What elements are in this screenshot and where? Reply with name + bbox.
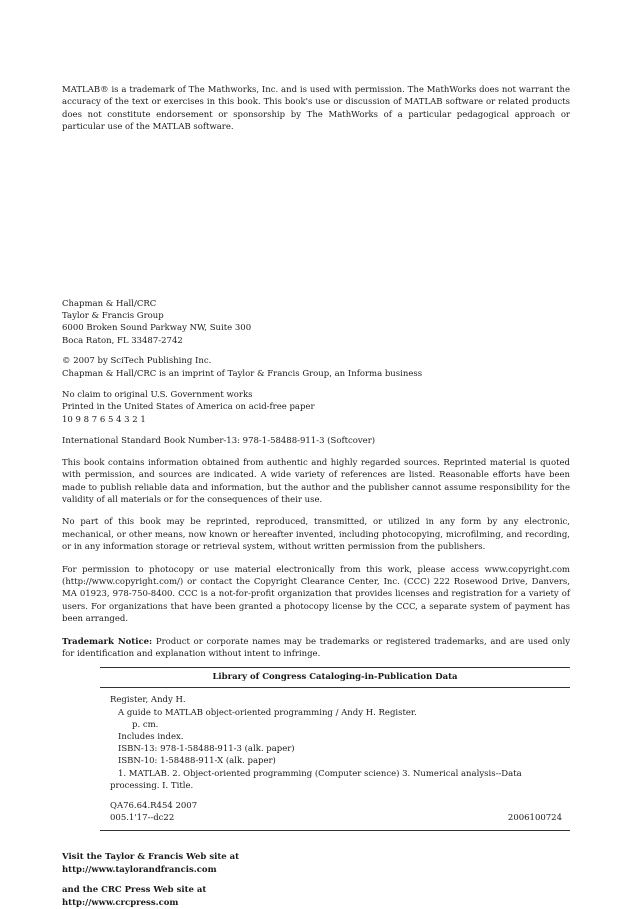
cip-data-block bbox=[100, 667, 570, 831]
cip-call-numbers bbox=[110, 800, 562, 824]
cip-lccn: 2006100724 bbox=[507, 813, 562, 824]
isbn-line: International Standard Book Number-13: 978-1-58488-911-3 (Softcover) bbox=[62, 436, 376, 447]
address-line: Boca Raton, FL 33487-2742 bbox=[62, 335, 183, 346]
rights-statement: This book contains information obtained from authentic and highly regarded sources. Reprinted material is quoted with permission, and sources are indicated. A wide variety of references are listed. Reasonable efforts have been made to publish reliable data and information, but the author and the publisher cannot assume responsibility for the validity of all materials or for the consequences of their use. bbox=[62, 457, 570, 505]
tf-web-label: Visit the Taylor & Francis Web site at bbox=[62, 852, 240, 863]
tf-web-url[interactable]: http://www.taylorandfrancis.com bbox=[62, 864, 217, 875]
cip-dewey: 005.1'17--dc22 bbox=[110, 813, 175, 824]
crc-web-label: and the CRC Press Web site at bbox=[62, 885, 207, 896]
cip-author: Register, Andy H. bbox=[110, 695, 186, 706]
address-line: 6000 Broken Sound Parkway NW, Suite 300 bbox=[62, 323, 252, 334]
trademark-statement: MATLAB® is a trademark of The Mathworks, Inc. and is used with permission. The MathWorks does not warrant the accuracy of the text or exercises in this book. This book's use or discussion of MATLAB software or related products does not constitute endorsement or sponsorship by The MathWorks of a particular pedagogical approach or particular use of the MATLAB software. bbox=[62, 85, 570, 133]
printing-info bbox=[62, 389, 570, 426]
copyright-line: © 2007 by SciTech Publishing Inc. bbox=[62, 356, 212, 367]
reproduction-statement: No part of this book may be reprinted, reproduced, transmitted, or utilized in any form by any electronic, mechanical, or other means, now known or hereafter invented, including photocopying, microfilming, and recording, or in any information storage or retrieval system, without written permission from the publishers. bbox=[62, 517, 570, 553]
cip-isbn10: ISBN-10: 1-58488-911-X (alk. paper) bbox=[118, 756, 276, 767]
print-number-line: 10 9 8 7 6 5 4 3 2 1 bbox=[62, 414, 146, 425]
cip-subjects: 1. MATLAB. 2. Object-oriented programming (Computer science) 3. Numerical analysis--Data bbox=[118, 768, 522, 779]
trademark-notice bbox=[62, 636, 570, 661]
cip-subjects-cont: processing. I. Title. bbox=[110, 780, 194, 791]
claim-line: No claim to original U.S. Government works bbox=[62, 390, 253, 401]
cip-title: A guide to MATLAB object-oriented programming / Andy H. Register. bbox=[118, 707, 417, 718]
crc-web-site bbox=[62, 884, 570, 909]
permission-statement: For permission to photocopy or use material electronically from this work, please access www.copyright.com (http://www.copyright.com/) or contact the Copyright Clearance Center, Inc. (CCC) 222 Rosewood Drive, Danvers, MA 01923, 978-750-8400. CCC is a not-for-profit organization that provides licenses and registration for a variety of users. For organizations that have been granted a photocopy license by the CCC, a separate system of payment has been arranged. bbox=[62, 564, 570, 625]
publisher-address bbox=[62, 298, 570, 348]
imprint-line: Chapman & Hall/CRC is an imprint of Taylor & Francis Group, an Informa business bbox=[62, 368, 423, 379]
cip-call-number: QA76.64.R454 2007 bbox=[110, 801, 198, 811]
copyright-notice bbox=[62, 355, 570, 380]
copyright-page bbox=[62, 84, 570, 909]
tf-web-site bbox=[62, 851, 570, 876]
crc-web-url[interactable]: http://www.crcpress.com bbox=[62, 897, 179, 908]
cip-isbn13: ISBN-13: 978-1-58488-911-3 (alk. paper) bbox=[118, 744, 295, 755]
address-line: Chapman & Hall/CRC bbox=[62, 298, 157, 309]
cip-pages: p. cm. bbox=[132, 719, 159, 730]
trademark-notice-label: Trademark Notice: bbox=[62, 636, 153, 647]
address-line: Taylor & Francis Group bbox=[62, 311, 164, 322]
cip-body bbox=[110, 694, 562, 824]
web-links bbox=[62, 851, 570, 909]
trademark-notice-text: Product or corporate names may be trademarks or registered trademarks, and are used only for identification and explanation without intent to infringe. bbox=[62, 636, 570, 659]
cip-header: Library of Congress Cataloging-in-Publication Data bbox=[100, 672, 570, 688]
printed-line: Printed in the United States of America on acid-free paper bbox=[62, 402, 315, 413]
cip-includes: Includes index. bbox=[118, 731, 184, 742]
